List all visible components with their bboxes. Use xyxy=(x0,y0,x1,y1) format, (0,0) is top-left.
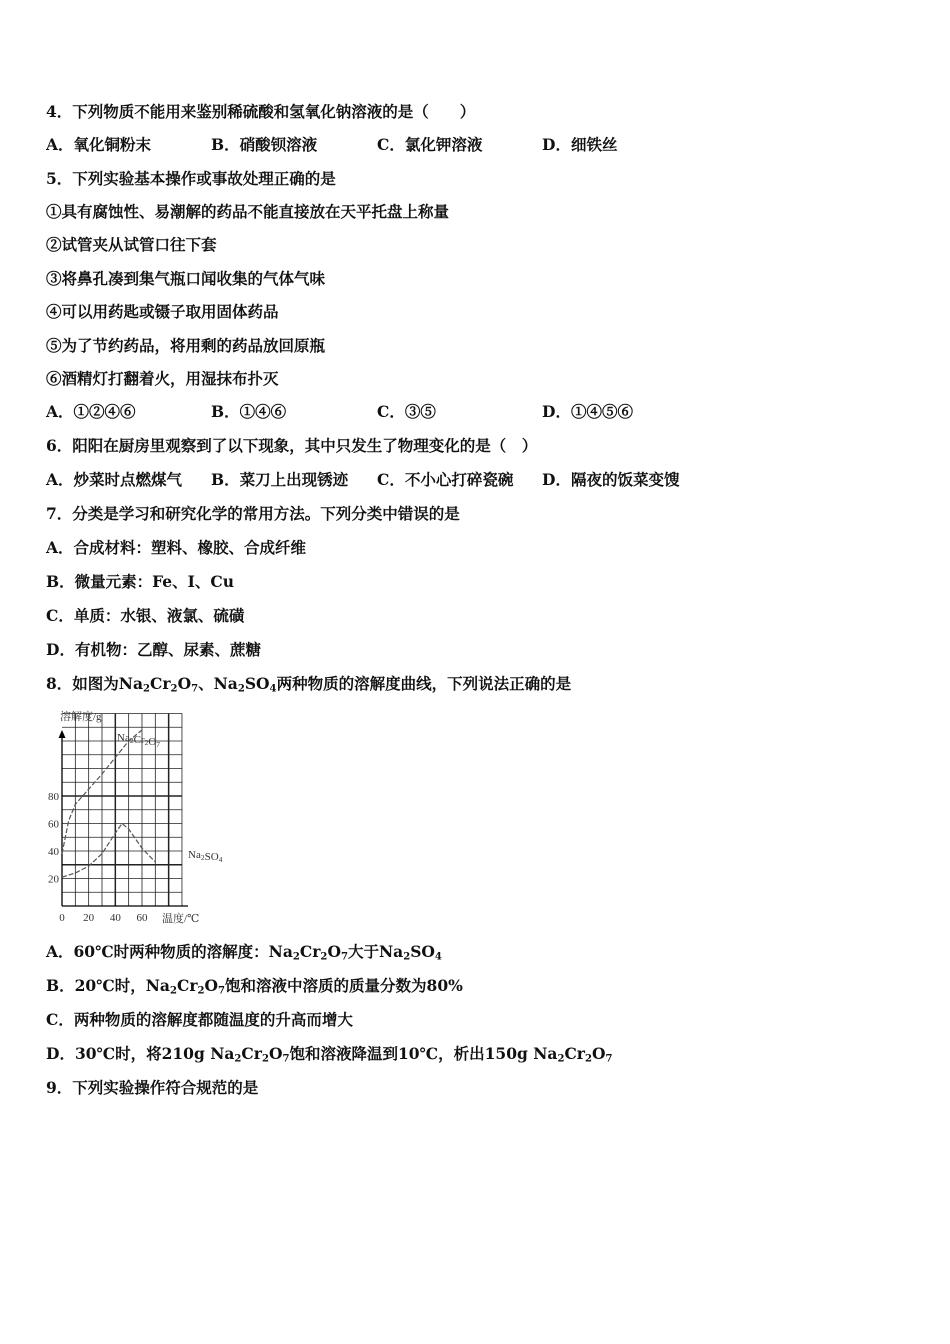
q5-item-3: ③将鼻孔凑到集气瓶口闻收集的气体气味 xyxy=(46,269,326,288)
q9-stem: 9．下列实验操作符合规范的是 xyxy=(46,1078,259,1097)
formula-na2cr2o7: $Na_2Cr_2O_7$ xyxy=(533,1044,613,1065)
q7-option-a[interactable]: A．合成材料：塑料、橡胶、合成纤维 xyxy=(46,538,307,557)
q8-option-d-prefix: D．30℃时，将210g xyxy=(46,1044,211,1063)
q4-option-b[interactable]: B．硝酸钡溶液 xyxy=(211,135,318,154)
q8-stem xyxy=(46,673,571,695)
x-axis-label: 温度/℃ xyxy=(162,913,200,925)
y-tick-label: 60 xyxy=(48,818,59,831)
q5-item-4: ④可以用药匙或镊子取用固体药品 xyxy=(46,302,279,321)
q8-option-c[interactable]: C．两种物质的溶解度都随温度的升高而增大 xyxy=(46,1010,353,1029)
formula-na2so4: $Na_2SO_4$ xyxy=(213,674,277,695)
q5-stem: 5．下列实验基本操作或事故处理正确的是 xyxy=(46,169,336,188)
q6-option-a[interactable]: A．炒菜时点燃煤气 xyxy=(46,470,183,489)
x-tick-label: 0 xyxy=(59,912,65,924)
q4-option-a[interactable]: A．氧化铜粉末 xyxy=(46,135,152,154)
q8-option-b-suffix: 饱和溶液中溶质的质量分数为80% xyxy=(225,976,463,995)
q5-item-5: ⑤为了节约药品，将用剩的药品放回原瓶 xyxy=(46,336,326,355)
q4-option-d[interactable]: D．细铁丝 xyxy=(542,135,618,154)
q6-stem: 6．阳阳在厨房里观察到了以下现象，其中只发生了物理变化的是（ ） xyxy=(46,436,538,455)
q6-option-b[interactable]: B．菜刀上出现锈迹 xyxy=(211,470,349,489)
q8-option-a-prefix: A．60℃时两种物质的溶解度： xyxy=(46,942,269,961)
q4-option-c[interactable]: C．氯化钾溶液 xyxy=(377,135,483,154)
series-label-na2cr2o7: Na2Cr2O7 xyxy=(117,732,161,749)
q5-item-6: ⑥酒精灯打翻着火，用湿抹布扑灭 xyxy=(46,369,279,388)
q8-stem-suffix: 两种物质的溶解度曲线，下列说法正确的是 xyxy=(276,674,572,693)
y-tick-label: 80 xyxy=(48,791,59,803)
q8-option-d-mid: 饱和溶液降温到10℃，析出150g xyxy=(289,1044,534,1063)
q5-option-a[interactable]: A．①②④⑥ xyxy=(46,402,136,421)
q5-option-d[interactable]: D．①④⑤⑥ xyxy=(542,402,633,421)
y-tick-label: 40 xyxy=(48,846,59,858)
q6-options xyxy=(46,469,906,491)
formula-na2so4: $Na_2SO_4$ xyxy=(378,942,442,963)
q8-stem-sep: 、 xyxy=(198,674,214,693)
series-line-na2so4 xyxy=(62,824,155,878)
x-tick-label: 40 xyxy=(109,912,121,924)
y-axis-label: 溶解度/g xyxy=(60,711,102,723)
x-tick-label: 20 xyxy=(83,912,95,924)
x-tick-label: 60 xyxy=(136,912,148,924)
q7-option-b[interactable]: B．微量元素：Fe、I、Cu xyxy=(46,572,234,591)
q8-option-d[interactable] xyxy=(46,1043,613,1065)
formula-na2cr2o7: $Na_2Cr_2O_7$ xyxy=(118,674,199,695)
q5-item-1: ①具有腐蚀性、易潮解的药品不能直接放在天平托盘上称量 xyxy=(46,202,450,221)
q5-item-2: ②试管夹从试管口往下套 xyxy=(46,235,217,254)
q7-option-d[interactable]: D．有机物：乙醇、尿素、蔗糖 xyxy=(46,640,261,659)
q8-option-a-mid: 大于 xyxy=(347,942,379,961)
q4-options xyxy=(46,134,906,156)
q8-stem-prefix: 8．如图为 xyxy=(46,674,119,693)
q8-option-a[interactable] xyxy=(46,941,442,963)
q6-option-d[interactable]: D．隔夜的饭菜变馊 xyxy=(542,470,680,489)
formula-na2cr2o7: $Na_2Cr_2O_7$ xyxy=(268,942,348,963)
q4-stem: 4．下列物质不能用来鉴别稀硫酸和氢氧化钠溶液的是（ ） xyxy=(46,102,476,121)
q7-option-c[interactable]: C．单质：水银、液氯、硫磺 xyxy=(46,606,245,625)
q5-option-b[interactable]: B．①④⑥ xyxy=(211,402,287,421)
q7-stem: 7．分类是学习和研究化学的常用方法。下列分类中错误的是 xyxy=(46,504,460,523)
formula-na2cr2o7: $Na_2Cr_2O_7$ xyxy=(145,976,226,997)
y-tick-label: 20 xyxy=(48,873,59,886)
formula-na2cr2o7: $Na_2Cr_2O_7$ xyxy=(210,1044,290,1065)
series-label-na2so4: Na2SO4 xyxy=(188,849,223,864)
q6-option-c[interactable]: C．不小心打碎瓷碗 xyxy=(377,470,514,489)
y-axis-arrow xyxy=(59,730,66,738)
solubility-chart xyxy=(38,704,238,926)
q5-option-c[interactable]: C．③⑤ xyxy=(377,402,436,421)
q5-options xyxy=(46,401,906,423)
q8-option-b[interactable] xyxy=(46,975,463,997)
q8-option-b-prefix: B．20℃时， xyxy=(46,976,146,995)
